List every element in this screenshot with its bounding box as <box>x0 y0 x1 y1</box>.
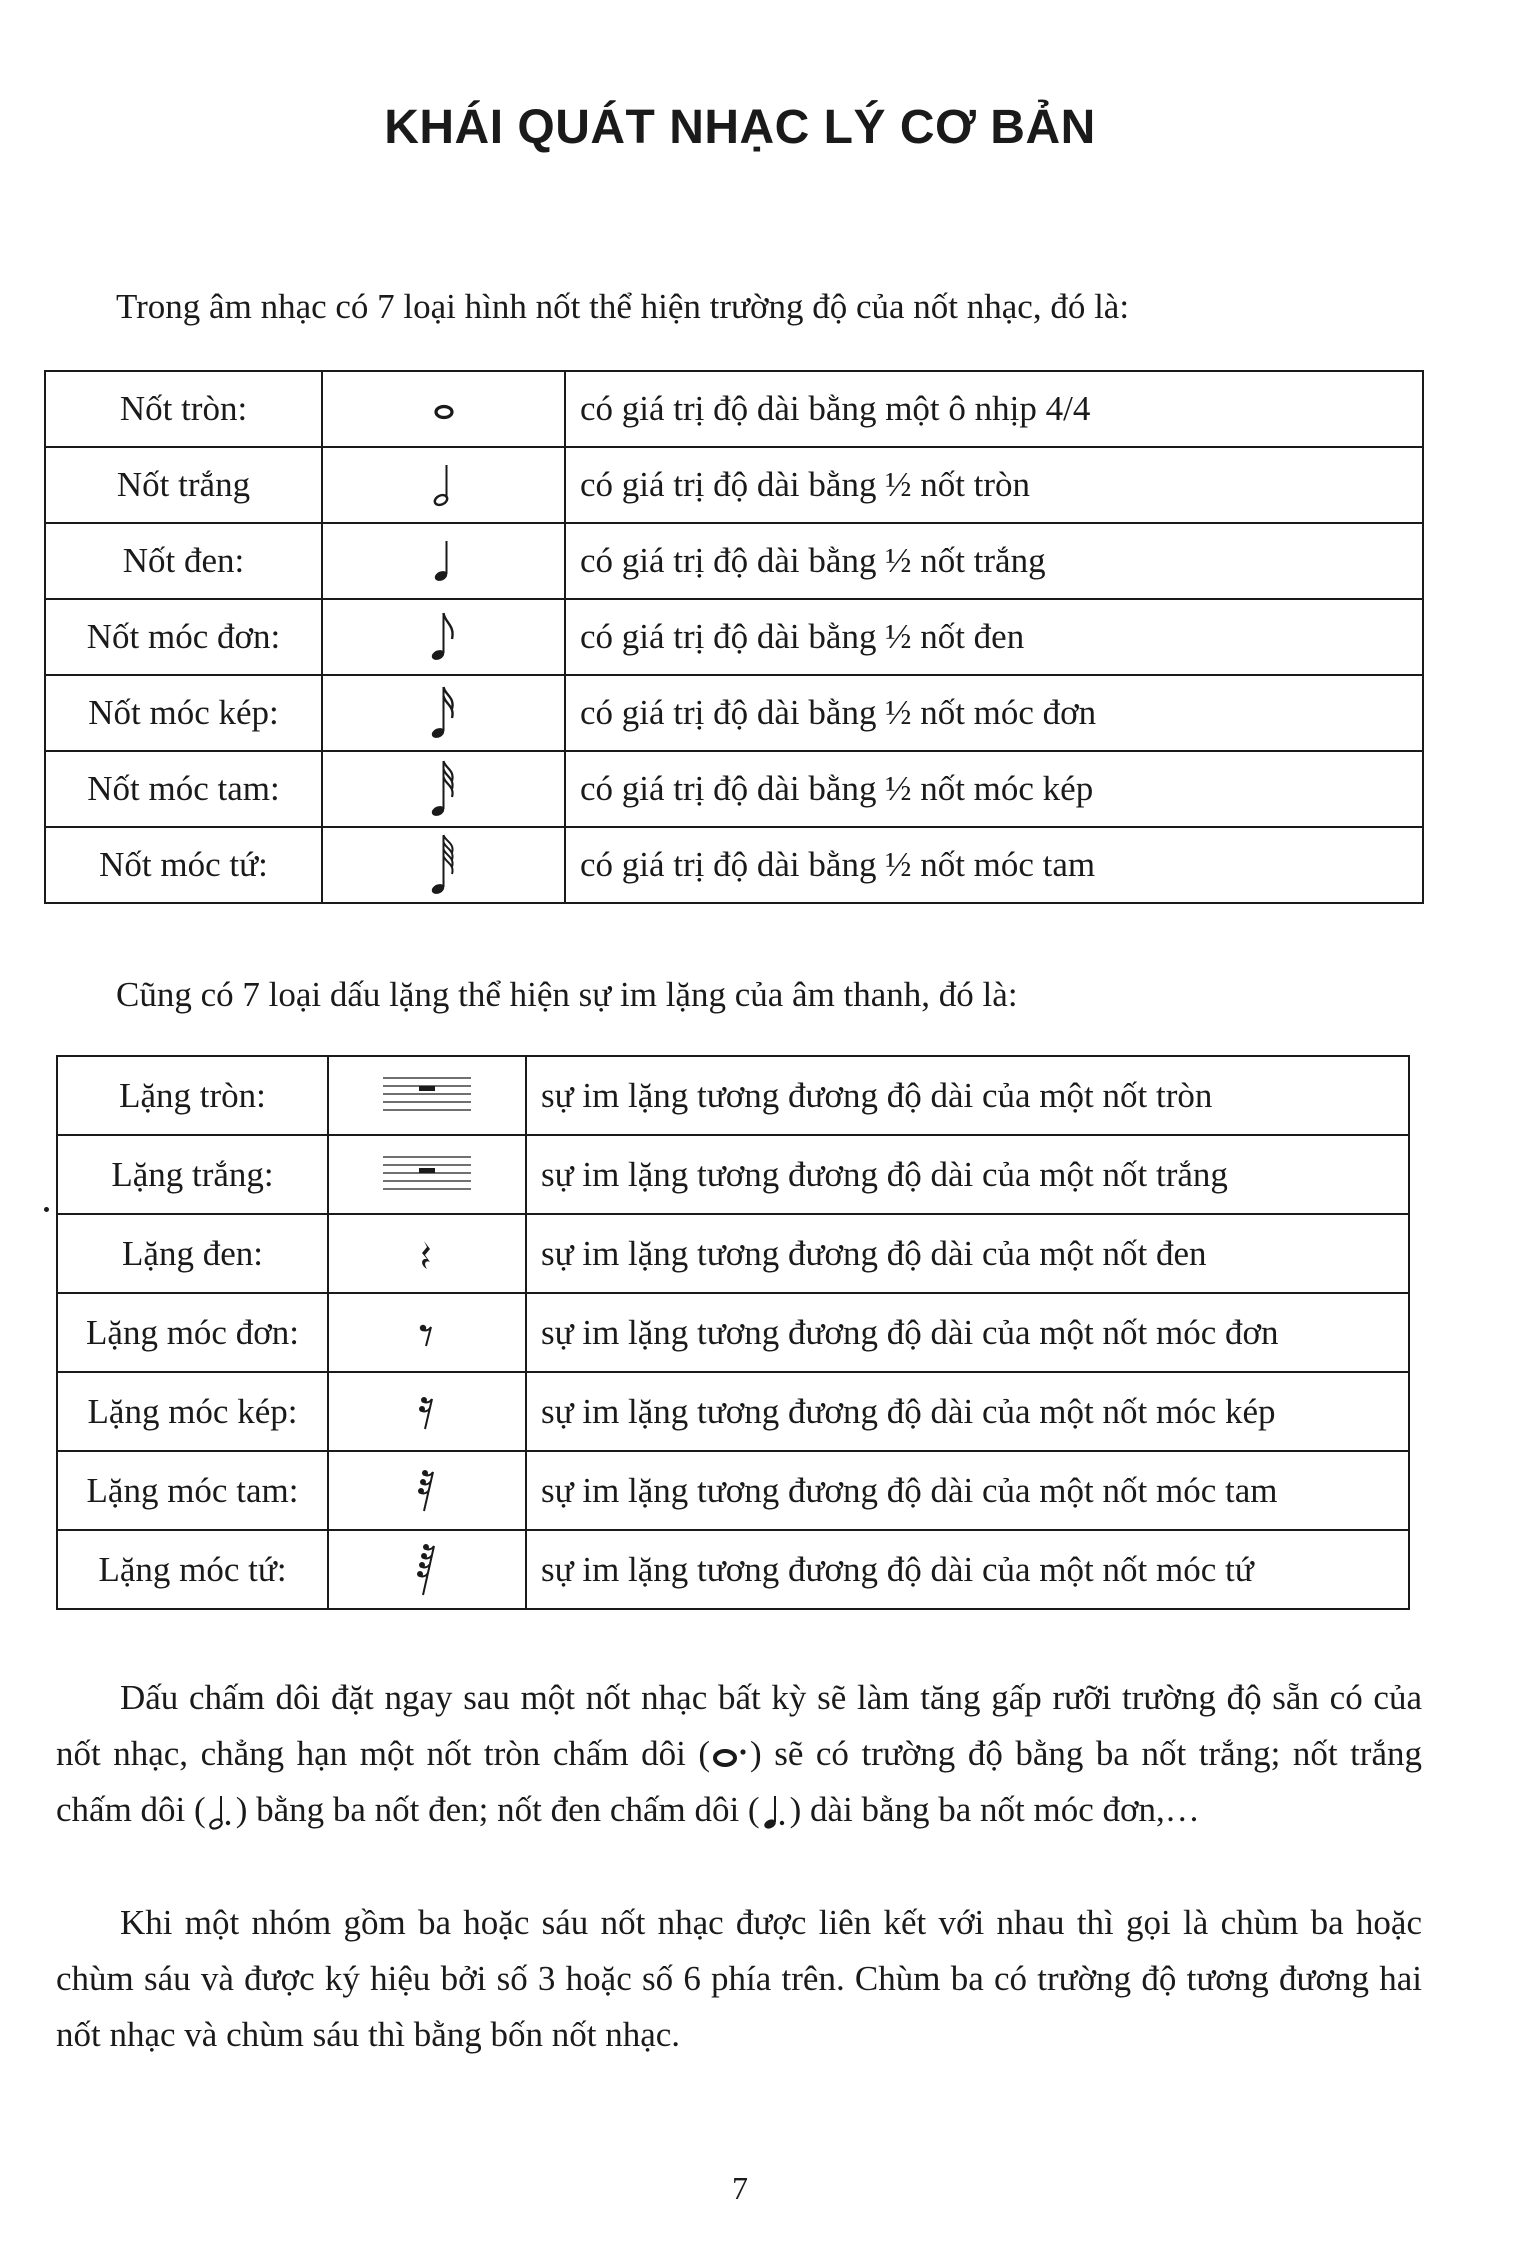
table-row <box>45 675 1423 751</box>
dotted-note-paragraph <box>56 1670 1422 1838</box>
note-description: có giá trị độ dài bằng ½ nốt móc tam <box>565 827 1423 903</box>
rest-description: sự im lặng tương đương độ dài của một nốt móc tam <box>526 1451 1409 1530</box>
note-description: có giá trị độ dài bằng một ô nhịp 4/4 <box>565 371 1423 447</box>
sixty-fourth-note-icon <box>427 831 461 899</box>
rest-name: Lặng trắng: <box>57 1135 328 1214</box>
eighth-note-icon <box>427 609 461 665</box>
note-name: Nốt đen: <box>45 523 322 599</box>
note-description: có giá trị độ dài bằng ½ nốt tròn <box>565 447 1423 523</box>
rest-description: sự im lặng tương đương độ dài của một nốt tròn <box>526 1056 1409 1135</box>
whole-note-icon <box>429 402 459 422</box>
page-title: KHÁI QUÁT NHẠC LÝ CƠ BẢN <box>384 101 1096 154</box>
rest-name: Lặng móc kép: <box>57 1372 328 1451</box>
note-name: Nốt móc tứ: <box>45 827 322 903</box>
notes-intro: Trong âm nhạc có 7 loại hình nốt thể hiện trường độ của nốt nhạc, đó là: <box>116 287 1130 326</box>
dotted-text-part: ) dài bằng ba nốt móc đơn,… <box>789 1790 1200 1829</box>
quarter-rest-icon <box>417 1238 437 1274</box>
rest-description: sự im lặng tương đương độ dài của một nốt đen <box>526 1214 1409 1293</box>
rest-name: Lặng móc tứ: <box>57 1530 328 1609</box>
rest-description: sự im lặng tương đương độ dài của một nốt móc kép <box>526 1372 1409 1451</box>
note-name: Nốt trắng <box>45 447 322 523</box>
note-name: Nốt móc kép: <box>45 675 322 751</box>
page-number: 7 <box>732 2170 748 2206</box>
rest-values-table <box>56 1055 1410 1610</box>
rest-name: Lặng đen: <box>57 1214 328 1293</box>
thirty-second-note-icon <box>427 757 461 821</box>
dotted-half-note-icon <box>206 1793 236 1833</box>
dotted-text-part: ) bằng ba nốt đen; nốt đen chấm dôi ( <box>235 1790 760 1829</box>
rests-intro: Cũng có 7 loại dấu lặng thể hiện sự im lặng của âm thanh, đó là: <box>116 975 1018 1014</box>
dotted-quarter-note-icon <box>760 1793 790 1833</box>
table-row <box>57 1293 1409 1372</box>
half-note-icon <box>429 460 459 510</box>
table-row <box>45 599 1423 675</box>
tuplet-paragraph: Khi một nhóm gồm ba hoặc sáu nốt nhạc được liên kết với nhau thì gọi là chùm ba hoặc chùm sáu và được ký hiệu bởi số 3 hoặc số 6 phía trên. Chùm ba có trường độ tương đương hai nốt nhạc và chùm sáu thì bằng bốn nốt nhạc. <box>56 1903 1422 2054</box>
dotted-text-part: Dấu chấm dôi đặt ngay sau một nốt nhạc bất kỳ sẽ làm tăng gấp rưỡi trường độ sẵn có của nốt nhạc, chẳng hạn một nốt tròn chấm dôi ( <box>56 1678 1422 1773</box>
table-row <box>57 1214 1409 1293</box>
note-values-table <box>44 370 1424 904</box>
rest-description: sự im lặng tương đương độ dài của một nốt móc đơn <box>526 1293 1409 1372</box>
note-name: Nốt móc đơn: <box>45 599 322 675</box>
rest-description: sự im lặng tương đương độ dài của một nốt trắng <box>526 1135 1409 1214</box>
sixty-fourth-rest-icon <box>414 1541 440 1599</box>
table-row <box>57 1530 1409 1609</box>
eighth-rest-icon <box>417 1320 437 1350</box>
table-row <box>57 1135 1409 1214</box>
thirty-second-rest-icon <box>415 1467 439 1515</box>
note-description: có giá trị độ dài bằng ½ nốt móc đơn <box>565 675 1423 751</box>
half-rest-icon <box>381 1153 473 1197</box>
note-name: Nốt móc tam: <box>45 751 322 827</box>
stray-dot <box>44 1207 49 1212</box>
table-row <box>45 447 1423 523</box>
sixteenth-note-icon <box>427 683 461 743</box>
rest-description: sự im lặng tương đương độ dài của một nốt móc tứ <box>526 1530 1409 1609</box>
rest-name: Lặng móc tam: <box>57 1451 328 1530</box>
table-row <box>57 1056 1409 1135</box>
rest-name: Lặng móc đơn: <box>57 1293 328 1372</box>
table-row <box>45 371 1423 447</box>
table-row <box>45 523 1423 599</box>
table-row <box>57 1372 1409 1451</box>
sixteenth-rest-icon <box>416 1393 438 1433</box>
table-row <box>45 827 1423 903</box>
table-row <box>45 751 1423 827</box>
note-description: có giá trị độ dài bằng ½ nốt móc kép <box>565 751 1423 827</box>
note-description: có giá trị độ dài bằng ½ nốt trắng <box>565 523 1423 599</box>
dotted-whole-note-icon <box>710 1744 750 1770</box>
rest-name: Lặng tròn: <box>57 1056 328 1135</box>
quarter-note-icon <box>429 536 459 586</box>
note-name: Nốt tròn: <box>45 371 322 447</box>
whole-rest-icon <box>381 1074 473 1118</box>
table-row <box>57 1451 1409 1530</box>
dotted-text-part: ) sẽ có trường độ bằng ba nốt trắng; nốt trắng chấm dôi ( <box>56 1734 1423 1829</box>
note-description: có giá trị độ dài bằng ½ nốt đen <box>565 599 1423 675</box>
